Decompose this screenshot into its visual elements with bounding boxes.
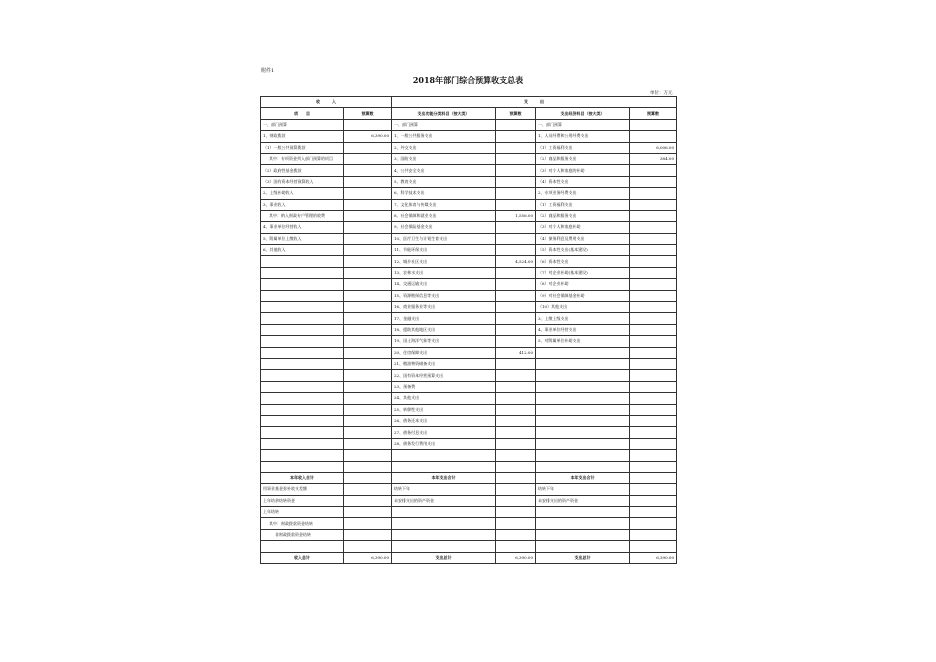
item-cell — [536, 370, 630, 381]
budget-value-cell — [630, 541, 677, 552]
item-cell: 6、其他收入 — [261, 245, 344, 256]
item-cell — [536, 393, 630, 404]
table-row — [261, 267, 677, 278]
page-title: 2018年部门综合预算收支总表 — [412, 75, 524, 85]
econ-grand-total-value: 6,390.00 — [630, 552, 677, 563]
func-total-label: 本年支出合计 — [392, 472, 496, 483]
item-cell: 其中：财政拨款资金结转 — [261, 518, 344, 529]
item-cell: 上年结转 — [261, 507, 344, 518]
table-row — [261, 381, 677, 392]
table-row — [261, 119, 677, 130]
table-row — [261, 245, 677, 256]
budget-value-cell — [630, 176, 677, 187]
budget-value-cell — [630, 404, 677, 415]
item-cell: 结转下年 — [536, 484, 630, 495]
budget-value-cell — [630, 245, 677, 256]
item-cell — [392, 529, 496, 540]
item-cell: 2、上级补助收入 — [261, 188, 344, 199]
budget-value-cell — [630, 131, 677, 142]
budget-value-cell — [496, 404, 536, 415]
budget-value-cell — [344, 313, 392, 324]
budget-value-cell — [630, 529, 677, 540]
item-cell: 9、社会保险基金支出 — [392, 222, 496, 233]
budget-value-cell — [630, 267, 677, 278]
item-cell: 5、教育支出 — [392, 176, 496, 187]
budget-value-cell — [344, 324, 392, 335]
budget-value-cell — [630, 370, 677, 381]
item-cell — [261, 256, 344, 267]
budget-value-cell — [344, 119, 392, 130]
item-cell — [261, 324, 344, 335]
item-cell: 12、城乡社区支出 — [392, 256, 496, 267]
item-cell — [392, 518, 496, 529]
item-cell: 上年结余结转资金 — [261, 495, 344, 506]
budget-header: 预算数 — [496, 108, 536, 119]
item-cell: （4）债务利息及费用支出 — [536, 233, 630, 244]
budget-value-cell — [344, 188, 392, 199]
budget-value-cell — [496, 302, 536, 313]
table-row — [261, 279, 677, 290]
table-row — [261, 347, 677, 358]
item-cell — [261, 404, 344, 415]
expense-header: 支 出 — [392, 97, 677, 108]
budget-value-cell — [344, 484, 392, 495]
item-cell — [261, 347, 344, 358]
budget-value-cell — [630, 347, 677, 358]
item-cell — [261, 415, 344, 426]
item-cell: 10、医疗卫生与计划生育支出 — [392, 233, 496, 244]
table-row — [261, 507, 677, 518]
budget-value-cell — [344, 153, 392, 164]
item-cell: 24、其他支出 — [392, 393, 496, 404]
budget-value-cell — [344, 245, 392, 256]
item-cell — [536, 518, 630, 529]
item-cell — [536, 461, 630, 472]
budget-value-cell — [344, 358, 392, 369]
budget-value-cell — [496, 415, 536, 426]
func-grand-total-label: 支出总计 — [392, 552, 496, 563]
item-cell — [536, 381, 630, 392]
item-cell: （1）一般公共预算拨款 — [261, 142, 344, 153]
budget-header: 预算数 — [630, 108, 677, 119]
budget-value-cell — [630, 461, 677, 472]
table-row — [261, 370, 677, 381]
budget-value-cell: 6,006.00 — [630, 142, 677, 153]
item-cell: 6、科学技术支出 — [392, 188, 496, 199]
item-cell: （1）工资福利支出 — [536, 142, 630, 153]
budget-value-cell — [496, 279, 536, 290]
table-row — [261, 461, 677, 472]
budget-value-cell — [630, 415, 677, 426]
grand-total-row — [261, 552, 677, 563]
item-cell — [536, 404, 630, 415]
budget-value-cell — [496, 324, 536, 335]
item-cell — [536, 438, 630, 449]
header-row-columns — [261, 108, 677, 119]
table-row — [261, 529, 677, 540]
budget-value-cell — [630, 233, 677, 244]
budget-value-cell — [344, 290, 392, 301]
item-cell: 16、商业服务业等支出 — [392, 302, 496, 313]
item-cell: 26、债务还本支出 — [392, 415, 496, 426]
item-cell — [261, 302, 344, 313]
table-row — [261, 358, 677, 369]
budget-value-cell — [496, 267, 536, 278]
item-cell — [261, 336, 344, 347]
table-row — [261, 210, 677, 221]
item-cell — [261, 438, 344, 449]
budget-value-cell — [344, 370, 392, 381]
item-cell — [261, 393, 344, 404]
budget-value-cell — [630, 438, 677, 449]
budget-value-cell — [630, 393, 677, 404]
item-cell: 非财政拨款资金结转 — [261, 529, 344, 540]
budget-value-cell — [630, 188, 677, 199]
item-header: 项 目 — [261, 108, 344, 119]
totals-row — [261, 472, 677, 483]
budget-value-cell — [630, 507, 677, 518]
budget-value-cell: 1,556.00 — [496, 210, 536, 221]
item-cell: 3、上缴上级支出 — [536, 313, 630, 324]
budget-value-cell: 4,524.00 — [496, 256, 536, 267]
budget-value-cell — [344, 176, 392, 187]
budget-value-cell — [496, 336, 536, 347]
item-cell: 18、援助其他地区支出 — [392, 324, 496, 335]
item-cell: 一、部门预算 — [392, 119, 496, 130]
budget-value-cell — [344, 415, 392, 426]
item-cell: （2）商品和服务支出 — [536, 210, 630, 221]
item-cell: 未安排支出的资产资金 — [392, 495, 496, 506]
item-cell: 其中：纳入财政专户管理的收费 — [261, 210, 344, 221]
item-cell: （7）对企业补助(基本建设) — [536, 267, 630, 278]
table-row — [261, 438, 677, 449]
item-cell: 15、资源勘探信息等支出 — [392, 290, 496, 301]
item-cell: 11、节能环保支出 — [392, 245, 496, 256]
item-cell: 3、事业收入 — [261, 199, 344, 210]
table-row — [261, 404, 677, 415]
item-cell: 2、外交支出 — [392, 142, 496, 153]
item-cell — [261, 541, 344, 552]
item-cell — [536, 427, 630, 438]
budget-value-cell — [344, 222, 392, 233]
econ-total-value — [630, 472, 677, 483]
budget-value-cell — [344, 450, 392, 461]
item-cell: 用事业基金弥补收支差额 — [261, 484, 344, 495]
item-cell — [261, 427, 344, 438]
table-row — [261, 233, 677, 244]
budget-value-cell — [344, 381, 392, 392]
table-row — [261, 176, 677, 187]
budget-value-cell — [496, 165, 536, 176]
budget-value-cell — [344, 336, 392, 347]
budget-value-cell — [344, 233, 392, 244]
item-cell: （8）对企业补助 — [536, 279, 630, 290]
header-row-section — [261, 97, 677, 108]
item-cell — [261, 279, 344, 290]
item-cell: 一、部门预算 — [261, 119, 344, 130]
budget-value-cell — [496, 233, 536, 244]
item-cell — [536, 507, 630, 518]
table-row — [261, 393, 677, 404]
item-cell: （4）资本性支出 — [536, 176, 630, 187]
income-total-label: 本年收入合计 — [261, 472, 344, 483]
budget-value-cell — [630, 210, 677, 221]
item-cell — [261, 267, 344, 278]
item-cell — [392, 541, 496, 552]
budget-value-cell — [344, 165, 392, 176]
budget-value-cell — [496, 461, 536, 472]
budget-value-cell — [630, 302, 677, 313]
budget-value-cell — [496, 142, 536, 153]
item-cell — [261, 313, 344, 324]
econ-grand-total-label: 支出总计 — [536, 552, 630, 563]
table-row — [261, 427, 677, 438]
income-total-value — [344, 472, 392, 483]
item-cell: （10）其他支出 — [536, 302, 630, 313]
budget-value-cell — [344, 302, 392, 313]
item-cell: （3）国有资本经营预算收入 — [261, 176, 344, 187]
table-row — [261, 495, 677, 506]
item-cell: 4、事业单位经营收入 — [261, 222, 344, 233]
item-cell — [392, 450, 496, 461]
budget-value-cell — [630, 484, 677, 495]
budget-value-cell — [344, 495, 392, 506]
item-cell: 2、专项业务经费支出 — [536, 188, 630, 199]
item-cell: 1、人员经费和公用经费支出 — [536, 131, 630, 142]
table-row — [261, 541, 677, 552]
budget-value-cell: 384.00 — [630, 153, 677, 164]
budget-value-cell — [496, 188, 536, 199]
budget-value-cell — [496, 495, 536, 506]
item-cell — [392, 461, 496, 472]
budget-value-cell — [496, 529, 536, 540]
budget-value-cell — [496, 427, 536, 438]
item-cell — [261, 461, 344, 472]
func-total-value — [496, 472, 536, 483]
budget-value-cell — [344, 427, 392, 438]
budget-value-cell — [496, 393, 536, 404]
item-cell: 22、国有资本经营预算支出 — [392, 370, 496, 381]
budget-value-cell — [496, 131, 536, 142]
item-cell: 23、预备费 — [392, 381, 496, 392]
item-cell — [261, 370, 344, 381]
item-cell: 27、债务付息支出 — [392, 427, 496, 438]
item-cell: 4、事业单位经营支出 — [536, 324, 630, 335]
item-cell — [536, 415, 630, 426]
item-cell: 3、国防支出 — [392, 153, 496, 164]
budget-value-cell — [630, 450, 677, 461]
item-cell: （9）对社会保障基金补助 — [536, 290, 630, 301]
budget-value-cell — [496, 450, 536, 461]
budget-value-cell — [496, 290, 536, 301]
table-row — [261, 222, 677, 233]
budget-value-cell: 412.00 — [496, 347, 536, 358]
table-row — [261, 324, 677, 335]
func-subject-header: 支出功能分类科目（按大类） — [392, 108, 496, 119]
budget-value-cell — [344, 142, 392, 153]
budget-value-cell — [630, 324, 677, 335]
budget-value-cell — [630, 290, 677, 301]
budget-value-cell — [630, 427, 677, 438]
budget-value-cell — [496, 541, 536, 552]
budget-value-cell — [496, 176, 536, 187]
budget-value-cell — [496, 222, 536, 233]
table-row — [261, 153, 677, 164]
table-row — [261, 188, 677, 199]
budget-value-cell — [344, 210, 392, 221]
table-row — [261, 313, 677, 324]
budget-value-cell — [344, 267, 392, 278]
budget-header: 预算数 — [344, 108, 392, 119]
item-cell: 21、粮油物资储备支出 — [392, 358, 496, 369]
budget-value-cell — [344, 393, 392, 404]
item-cell: 5、附属单位上缴收入 — [261, 233, 344, 244]
budget-value-cell — [496, 358, 536, 369]
budget-value-cell — [630, 222, 677, 233]
budget-value-cell — [630, 336, 677, 347]
budget-value-cell — [496, 119, 536, 130]
budget-value-cell — [496, 484, 536, 495]
budget-value-cell — [496, 245, 536, 256]
item-cell: 17、金融支出 — [392, 313, 496, 324]
income-grand-total-label: 收入总计 — [261, 552, 344, 563]
budget-value-cell — [496, 313, 536, 324]
item-cell — [261, 358, 344, 369]
budget-value-cell — [344, 256, 392, 267]
item-cell — [261, 290, 344, 301]
budget-value-cell — [630, 381, 677, 392]
item-cell: （6）资本性支出 — [536, 256, 630, 267]
budget-value-cell — [630, 119, 677, 130]
item-cell: 其中：专项资金列入部门预算的项目 — [261, 153, 344, 164]
item-cell — [536, 450, 630, 461]
item-cell: 28、债务发行费用支出 — [392, 438, 496, 449]
budget-value-cell — [344, 529, 392, 540]
item-cell: 25、转移性支出 — [392, 404, 496, 415]
table-row — [261, 142, 677, 153]
item-cell: 结转下年 — [392, 484, 496, 495]
item-cell: 20、住房保障支出 — [392, 347, 496, 358]
budget-value-cell — [630, 495, 677, 506]
item-cell: 7、文化体育与传媒支出 — [392, 199, 496, 210]
item-cell — [536, 529, 630, 540]
econ-subject-header: 支出经济科目（按大类） — [536, 108, 630, 119]
item-cell — [536, 358, 630, 369]
item-cell — [392, 507, 496, 518]
budget-table — [260, 96, 677, 564]
item-cell: （2）商品和服务支出 — [536, 153, 630, 164]
budget-value-cell — [344, 541, 392, 552]
table-row — [261, 336, 677, 347]
budget-value-cell — [496, 518, 536, 529]
budget-value-cell — [344, 461, 392, 472]
budget-value-cell — [496, 507, 536, 518]
item-cell — [536, 347, 630, 358]
budget-value-cell — [496, 438, 536, 449]
item-cell: 14、交通运输支出 — [392, 279, 496, 290]
item-cell — [261, 450, 344, 461]
budget-value-cell — [630, 256, 677, 267]
budget-value-cell — [344, 347, 392, 358]
income-header: 收 入 — [261, 97, 392, 108]
budget-value-cell — [496, 381, 536, 392]
item-cell: 未安排支出的资产资金 — [536, 495, 630, 506]
table-row — [261, 450, 677, 461]
budget-value-cell — [344, 199, 392, 210]
budget-value-cell — [630, 313, 677, 324]
item-cell: 19、国土海洋气象等支出 — [392, 336, 496, 347]
budget-value-cell — [496, 153, 536, 164]
item-cell — [536, 541, 630, 552]
item-cell: （3）对个人和家庭补助 — [536, 222, 630, 233]
item-cell: （2）政府性基金拨款 — [261, 165, 344, 176]
budget-value-cell — [630, 279, 677, 290]
table-row — [261, 165, 677, 176]
item-cell: 1、一般公共服务支出 — [392, 131, 496, 142]
unit-label: 单位：万元 — [650, 91, 673, 96]
budget-value-cell — [630, 165, 677, 176]
budget-value-cell: 6,390.00 — [344, 131, 392, 142]
table-row — [261, 518, 677, 529]
item-cell: 4、公共安全支出 — [392, 165, 496, 176]
econ-total-label: 本年支出合计 — [536, 472, 630, 483]
budget-value-cell — [630, 199, 677, 210]
item-cell — [261, 381, 344, 392]
budget-value-cell — [496, 370, 536, 381]
item-cell: （5）资本性支出(基本建设) — [536, 245, 630, 256]
budget-value-cell — [344, 438, 392, 449]
item-cell: 5、对附属单位补助支出 — [536, 336, 630, 347]
func-grand-total-value: 6,390.00 — [496, 552, 536, 563]
table-row — [261, 199, 677, 210]
income-grand-total-value: 6,390.00 — [344, 552, 392, 563]
budget-value-cell — [344, 279, 392, 290]
table-row — [261, 290, 677, 301]
budget-value-cell — [496, 199, 536, 210]
budget-value-cell — [344, 507, 392, 518]
item-cell: 1、财政拨款 — [261, 131, 344, 142]
budget-value-cell — [630, 358, 677, 369]
budget-value-cell — [344, 404, 392, 415]
item-cell: 13、农林水支出 — [392, 267, 496, 278]
item-cell: （1）工资福利支出 — [536, 199, 630, 210]
table-row — [261, 484, 677, 495]
table-row — [261, 131, 677, 142]
table-row — [261, 256, 677, 267]
table-row — [261, 302, 677, 313]
table-row — [261, 415, 677, 426]
budget-value-cell — [344, 518, 392, 529]
attachment-label: 附件1 — [261, 68, 275, 74]
item-cell: （3）对个人和家庭的补助 — [536, 165, 630, 176]
budget-value-cell — [630, 518, 677, 529]
item-cell: 8、社会保障和就业支出 — [392, 210, 496, 221]
item-cell: 一、部门预算 — [536, 119, 630, 130]
